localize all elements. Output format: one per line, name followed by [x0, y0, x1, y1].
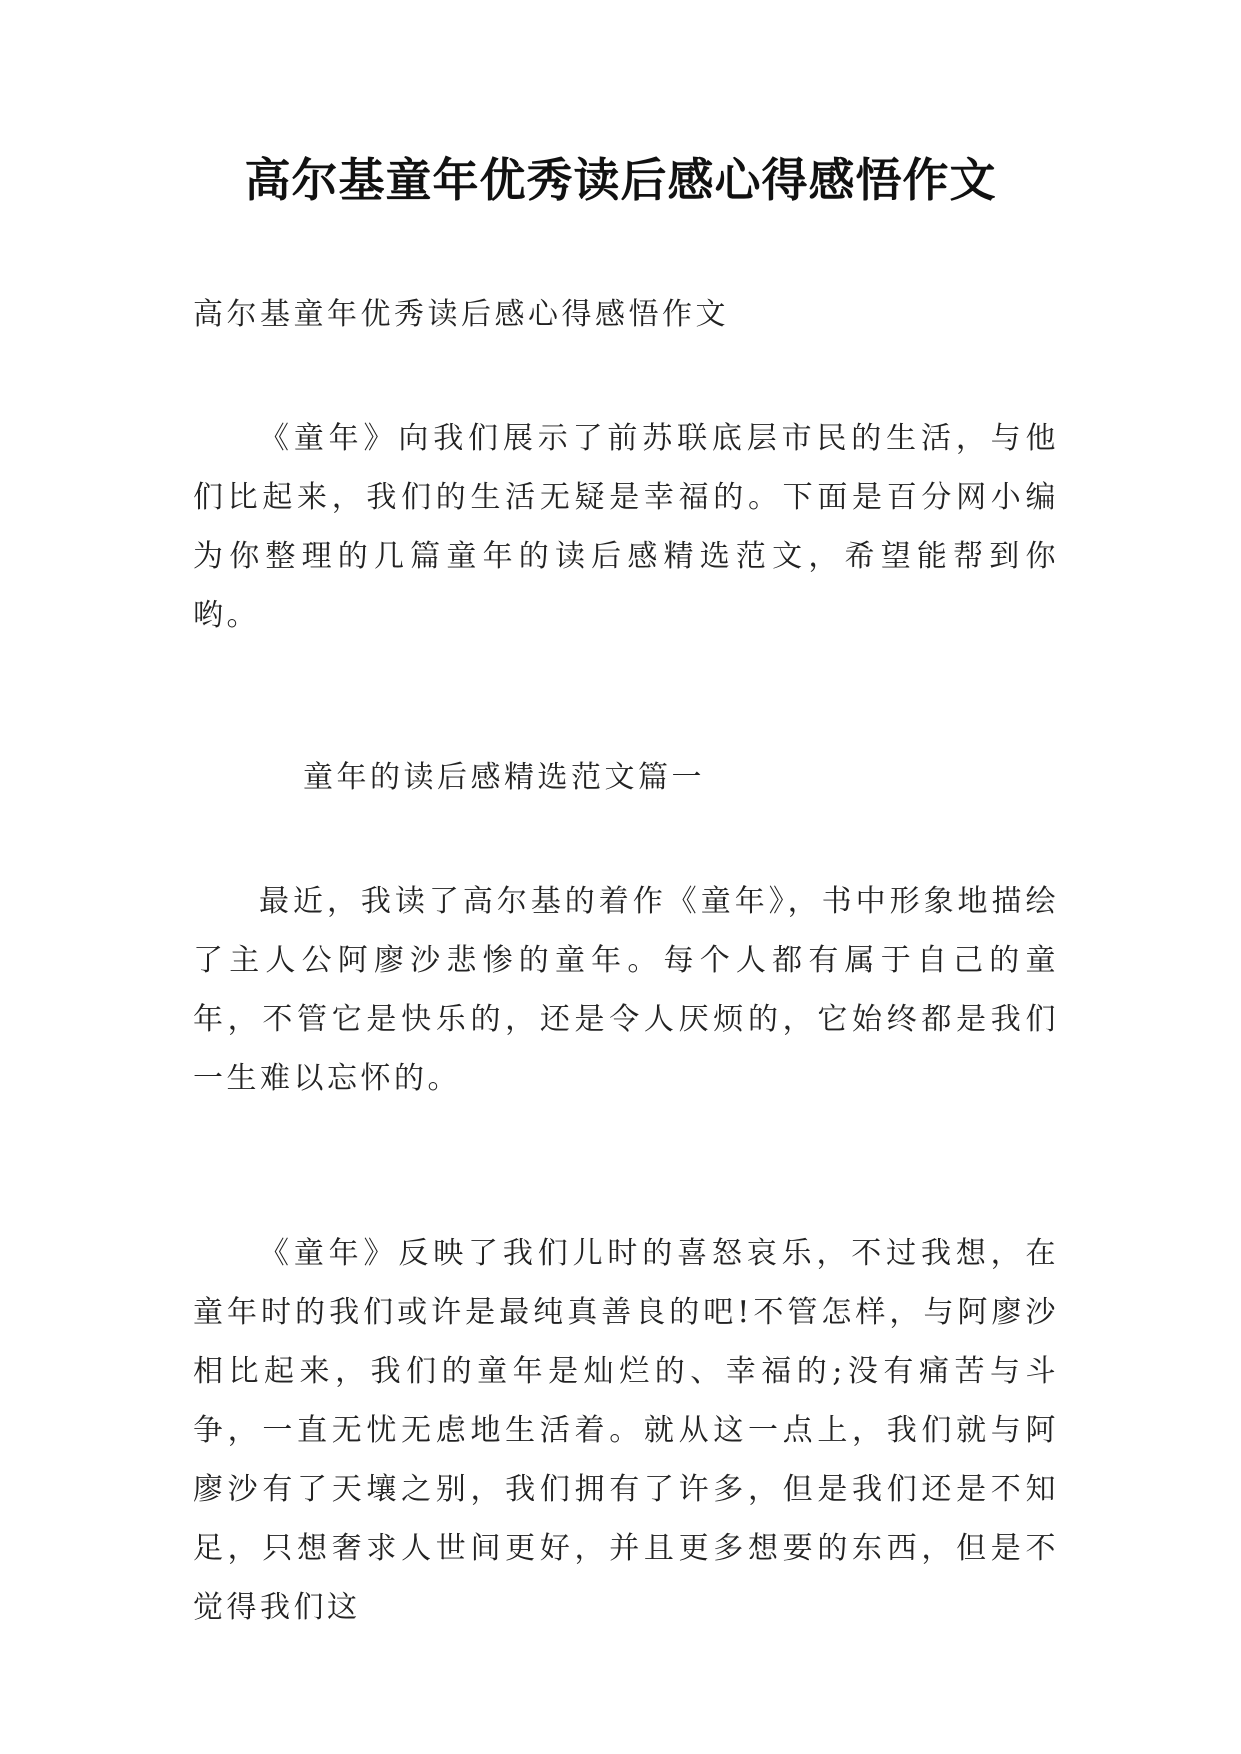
document-title: 高尔基童年优秀读后感心得感悟作文	[244, 153, 997, 207]
section-heading: 童年的读后感精选范文篇一	[303, 760, 705, 795]
body-paragraph-2: 《童年》反映了我们儿时的喜怒哀乐，不过我想，在童年时的我们或许是最纯真善良的吧!不管怎样，与阿廖沙相比起来，我们的童年是灿烂的、幸福的;没有痛苦与斗争，一直无忧无虑地生活着。就从这一点上，我们就与阿廖沙有了天壤之别，我们拥有了许多，但是我们还是不知足，只想奢求人世间更好，并且更多想要的东西，但是不觉得我们这	[193, 1236, 1059, 1625]
document-subtitle: 高尔基童年优秀读后感心得感悟作文	[193, 297, 729, 332]
intro-paragraph: 《童年》向我们展示了前苏联底层市民的生活，与他们比起来，我们的生活无疑是幸福的。下面是百分网小编为你整理的几篇童年的读后感精选范文，希望能帮到你哟。	[193, 421, 1059, 633]
body-paragraph-1: 最近，我读了高尔基的着作《童年》，书中形象地描绘了主人公阿廖沙悲惨的童年。每个人都有属于自己的童年，不管它是快乐的，还是令人厌烦的，它始终都是我们一生难以忘怀的。	[193, 884, 1059, 1096]
